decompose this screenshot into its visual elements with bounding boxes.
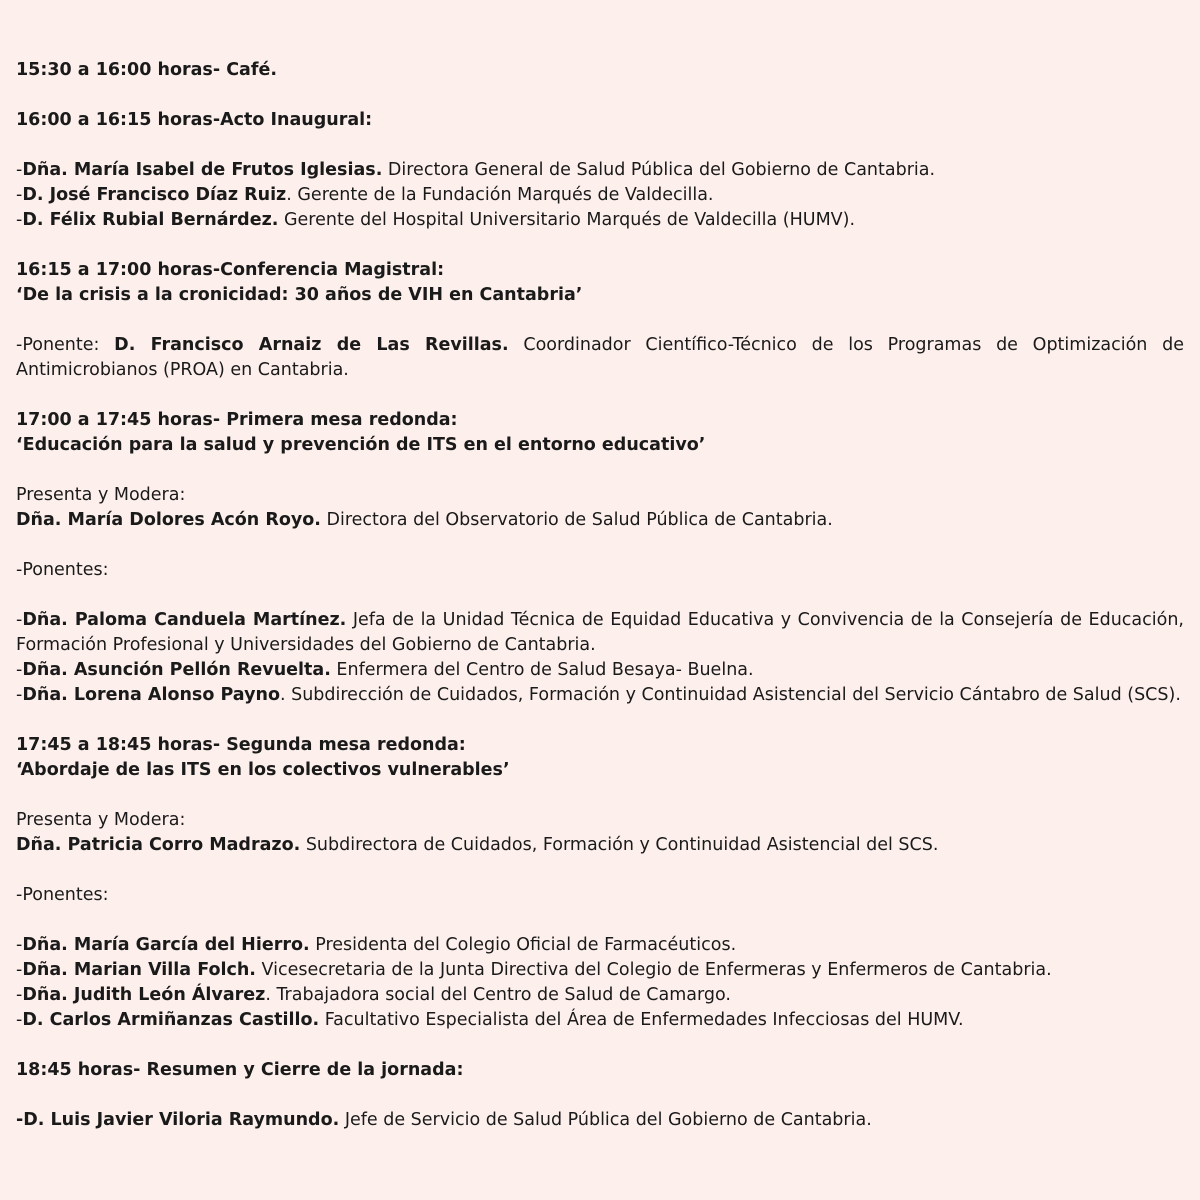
participant-role: . Trabajadora social del Centro de Salud de Camargo. <box>265 985 731 1005</box>
line-prefix: - <box>16 210 23 230</box>
participant-name: D. Félix Rubial Bernárdez. <box>22 210 279 230</box>
participant-role: . Subdirección de Cuidados, Formación y Continuidad Asistencial del Servicio Cántabro de Salud (SCS). <box>279 685 1181 705</box>
line-prefix: - <box>16 610 23 630</box>
speaker-prefix: -Ponente: <box>16 335 115 355</box>
speakers-label: -Ponentes: <box>16 885 109 905</box>
schedule-heading-coffee: 15:30 a 16:00 horas- Café. <box>16 60 277 80</box>
participant-role: Subdirectora de Cuidados, Formación y Continuidad Asistencial del SCS. <box>300 835 939 855</box>
roundtable-1-title: ‘Educación para la salud y prevención de ITS en el entorno educativo’ <box>16 435 706 455</box>
participant-line <box>16 933 1184 958</box>
participant-role: Jefe de Servicio de Salud Pública del Gobierno de Cantabria. <box>339 1110 872 1130</box>
participant-name: Dña. María García del Hierro. <box>22 935 310 955</box>
participant-line <box>16 958 1184 983</box>
participant-role: Directora General de Salud Pública del Gobierno de Cantabria. <box>382 160 936 180</box>
participant-line <box>16 208 1184 233</box>
keynote-title: ‘De la crisis a la cronicidad: 30 años de VIH en Cantabria’ <box>16 285 583 305</box>
participant-name: D. José Francisco Díaz Ruiz <box>22 185 287 205</box>
participant-line <box>16 658 1184 683</box>
participant-name: D. Luis Javier Viloria Raymundo. <box>23 1110 340 1130</box>
participant-line <box>16 1008 1184 1033</box>
participant-line <box>16 608 1184 658</box>
participant-name: Dña. Patricia Corro Madrazo. <box>16 835 301 855</box>
participant-line <box>16 683 1184 708</box>
moderator-label: Presenta y Modera: <box>16 810 186 830</box>
schedule-heading-keynote: 16:15 a 17:00 horas-Conferencia Magistral: <box>16 260 445 280</box>
speakers-label: -Ponentes: <box>16 560 109 580</box>
participant-role: Vicesecretaria de la Junta Directiva del Colegio de Enfermeras y Enfermeros de Cantabria. <box>255 960 1052 980</box>
schedule-heading-closing: 18:45 horas- Resumen y Cierre de la jornada: <box>16 1060 464 1080</box>
line-prefix: - <box>16 935 23 955</box>
participant-name: Dña. Marian Villa Folch. <box>22 960 256 980</box>
line-prefix: - <box>16 1110 24 1130</box>
participant-role: Gerente del Hospital Universitario Marqués de Valdecilla (HUMV). <box>278 210 856 230</box>
participant-role: Coordinador Científico-Técnico de los Programas de Optimización de Antimicrobianos (PROA) en Cantabria. <box>16 335 1184 380</box>
participant-name: Dña. Paloma Canduela Martínez. <box>22 610 347 630</box>
line-prefix: - <box>16 160 23 180</box>
moderator-label: Presenta y Modera: <box>16 485 186 505</box>
line-prefix: - <box>16 685 23 705</box>
participant-line <box>16 983 1184 1008</box>
line-prefix: - <box>16 185 23 205</box>
line-prefix: - <box>16 985 23 1005</box>
roundtable-2-title: ‘Abordaje de las ITS en los colectivos vulnerables’ <box>16 760 510 780</box>
participant-line <box>16 1108 1184 1133</box>
participant-line <box>16 158 1184 183</box>
participant-name: Dña. Judith León Álvarez <box>22 985 266 1005</box>
participant-name: Dña. Asunción Pellón Revuelta. <box>22 660 331 680</box>
schedule-heading-roundtable-1: 17:00 a 17:45 horas- Primera mesa redonda: <box>16 410 458 430</box>
moderator-line <box>16 508 1184 533</box>
participant-name: D. Francisco Arnaiz de Las Revillas. <box>114 335 509 355</box>
participant-role: Facultativo Especialista del Área de Enfermedades Infecciosas del HUMV. <box>319 1010 964 1030</box>
participant-name: Dña. María Isabel de Frutos Iglesias. <box>22 160 383 180</box>
line-prefix: - <box>16 660 23 680</box>
keynote-speaker <box>16 333 1184 383</box>
participant-role: Directora del Observatorio de Salud Pública de Cantabria. <box>320 510 833 530</box>
participant-name: D. Carlos Armiñanzas Castillo. <box>22 1010 320 1030</box>
line-prefix: - <box>16 960 23 980</box>
line-prefix: - <box>16 1010 23 1030</box>
moderator-line <box>16 833 1184 858</box>
participant-line <box>16 183 1184 208</box>
participant-name: Dña. María Dolores Acón Royo. <box>16 510 321 530</box>
schedule-heading-roundtable-2: 17:45 a 18:45 horas- Segunda mesa redonda: <box>16 735 466 755</box>
participant-role: Presidenta del Colegio Oficial de Farmacéuticos. <box>309 935 737 955</box>
participant-name: Dña. Lorena Alonso Payno <box>22 685 280 705</box>
participant-role: Enfermera del Centro de Salud Besaya- Buelna. <box>330 660 754 680</box>
participant-role: . Gerente de la Fundación Marqués de Valdecilla. <box>286 185 714 205</box>
schedule-heading-inauguration: 16:00 a 16:15 horas-Acto Inaugural: <box>16 110 373 130</box>
participant-role: Jefa de la Unidad Técnica de Equidad Educativa y Convivencia de la Consejería de Educación, Formación Profesional y Universidades del Gobierno de Cantabria. <box>16 610 1184 655</box>
